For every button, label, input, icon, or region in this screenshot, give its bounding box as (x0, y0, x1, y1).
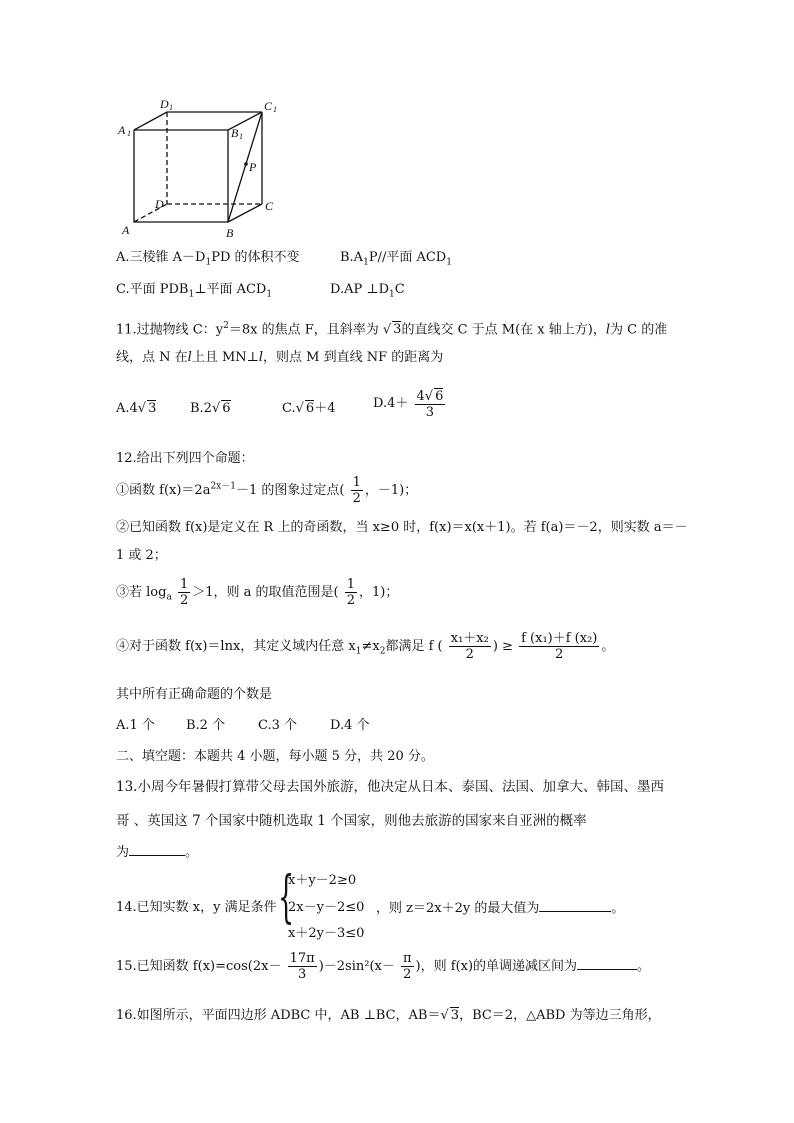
q14-condition-1: x＋y－2≥0 (288, 873, 357, 888)
label-b1: B (231, 126, 239, 140)
q14-condition-3: x＋2y－3≤0 (288, 926, 365, 941)
q12-proposition-4: ④对于函数 f(x)＝lnx，其定义域内任意 $x_1\ne x_2$都满足 f ( $\frac{\text{x₁＋x₂}}{2}$ ) ≥ $\frac{\text{f (x₁)＋f (x₂)}}{2}$ 。 (116, 631, 615, 662)
label-c1: C (264, 99, 273, 113)
q15-line: 15.已知函数 f(x)=cos(2x－ $\frac{17\pi}{3}$ )－2sin²(x－ $\frac{\pi}{2}$ )，则 f(x)的单调递减区间为 。 (116, 951, 651, 982)
svg-text:1: 1 (239, 132, 243, 141)
cube-figure (110, 92, 290, 242)
q11-line1: 11.过抛物线 C：$y^2=8x$ 的焦点 F，且斜率为 √ 3的直线交 C 于点 M(在 x 轴上方)，l为 C 的准 (116, 321, 668, 338)
q10-option-b: $B.A_1P//$平面 $ACD_1$ (340, 250, 452, 268)
q11-option-a: A.4√ 3 (116, 401, 157, 416)
label-d: D (155, 197, 164, 211)
q12-proposition-1: ①函数 $f(x)=2a^{2x-1}-1$ 的图象过定点( $\frac{1}{2}$ ，－1)； (116, 475, 418, 506)
label-p: P (249, 160, 257, 174)
label-a: A (122, 223, 130, 237)
q12-proposition-2b: 1 或 2； (116, 548, 167, 563)
system-brace: { (278, 865, 295, 930)
q13-line1: 13.小周今年暑假打算带父母去国外旅游，他决定从日本、泰国、法国、加拿大、韩国、墨西 (116, 779, 664, 795)
q10-option-a: A.三棱锥 $A-D_1PD$ 的体积不变 (116, 250, 300, 268)
section-heading: 二、填空题：本题共 4 小题，每小题 5 分，共 20 分。 (116, 749, 434, 764)
q12-option-c: C.3 个 (258, 718, 298, 733)
q16-line: 16.如图所示，平面四边形 ADBC 中，AB ⊥BC，AB＝√ 3，BC＝2，△ABD 为等边三角形， (116, 1008, 661, 1023)
answer-blank[interactable] (577, 957, 637, 970)
q10-option-c: C.平面 $PDB_1\perp$平面 $ACD_1$ (116, 282, 273, 300)
point-p (244, 162, 248, 166)
svg-text:1: 1 (127, 129, 131, 138)
q13-line2: 哥 、英国这 7 个国家中随机选取 1 个国家，则他去旅游的国家来自亚洲的概率 (116, 813, 587, 829)
q11-option-b: B.2√ 6 (190, 401, 231, 416)
label-d1: D (160, 97, 169, 111)
q12-question: 其中所有正确命题的个数是 (116, 687, 273, 702)
q10-option-d: D.AP $\perp D_1C$ (330, 282, 405, 300)
q14-condition-2: 2x－y－2≤0 (288, 900, 365, 915)
q11-option-c: C.√ 6＋4 (282, 401, 336, 416)
front-face (134, 130, 228, 222)
q12-option-b: B.2 个 (186, 718, 226, 733)
q13-line3: 为 。 (116, 845, 199, 860)
answer-blank[interactable] (129, 843, 185, 856)
q12-option-d: D.4 个 (330, 718, 370, 733)
q12-title: 12.给出下列四个命题： (116, 451, 254, 466)
label-a1: A (118, 123, 126, 137)
q12-option-a: A.1 个 (116, 718, 155, 733)
svg-text:1: 1 (169, 103, 173, 112)
q12-proposition-2a: ②已知函数 f(x)是定义在 R 上的奇函数，当 x≥0 时，f(x)＝x(x＋1)。若 f(a)＝－2，则实数 a＝－ (116, 520, 688, 535)
label-c: C (265, 199, 274, 213)
q11-line2: 线，点 N 在l上且 MN⊥l，则点 M 到直线 NF 的距离为 (116, 350, 444, 365)
q11-option-d: D.4＋ $\frac{4√ 6}{3}$ (373, 389, 444, 420)
svg-text:1: 1 (273, 105, 277, 114)
answer-blank[interactable] (539, 899, 611, 912)
q14-tail: ，则 z＝2x＋2y 的最大值为 。 (376, 901, 625, 916)
q14-lead: 14.已知实数 x，y 满足条件 (116, 900, 277, 915)
q12-proposition-3: ③若 $\log_a$ $\frac{1}{2}$ ＞1，则 a 的取值范围是( $\frac{1}{2}$ ，1)； (116, 577, 399, 608)
label-b: B (226, 226, 234, 240)
